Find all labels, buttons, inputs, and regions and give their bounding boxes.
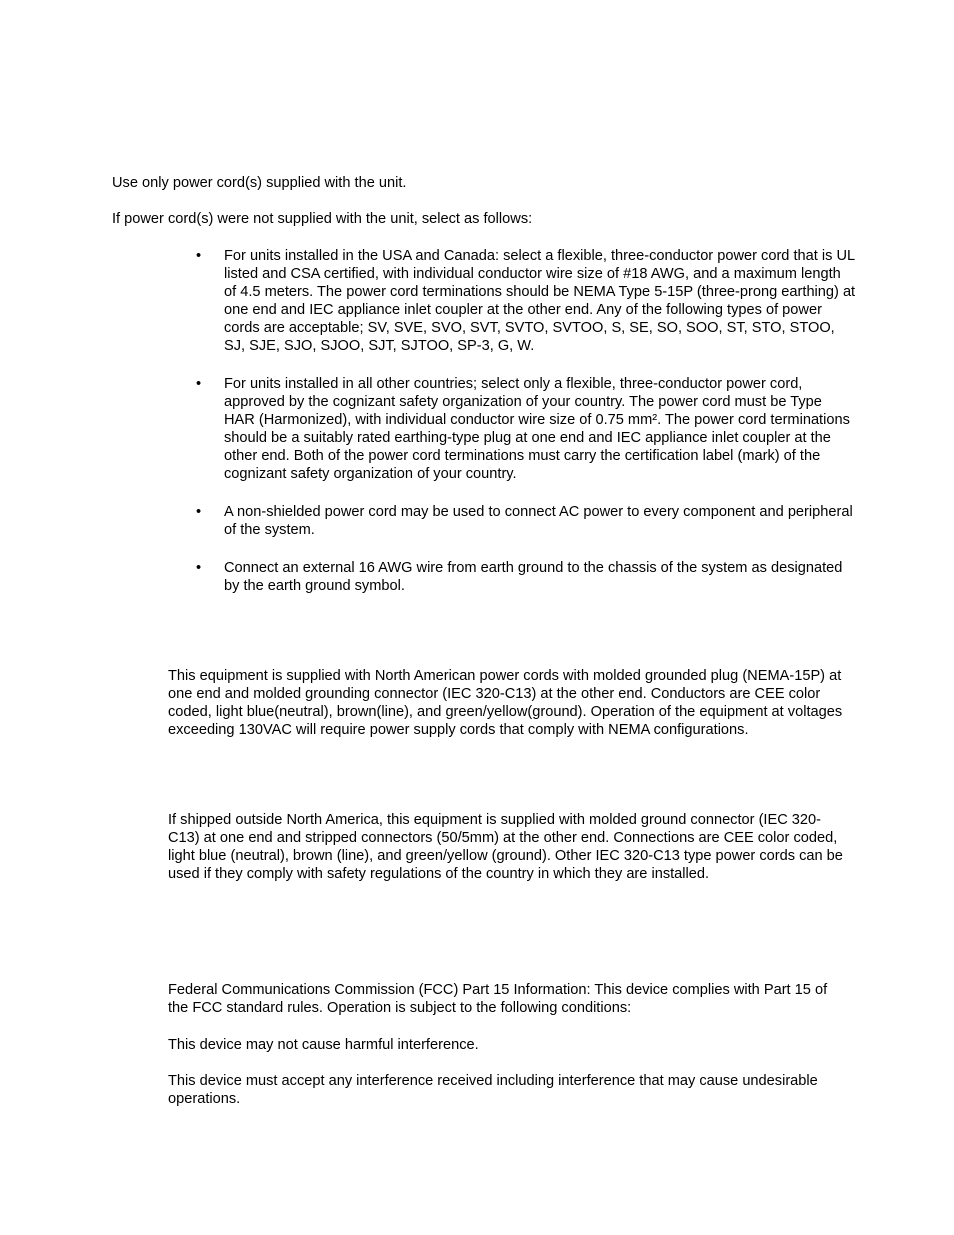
bullet-icon: •	[196, 504, 202, 520]
list-item-other-countries	[196, 375, 856, 483]
north-america-cords-paragraph: This equipment is supplied with North American power cords with molded grounded plug (NEMA-15P) at one end and molded grounding connector (IEC 320-C13) at the other end. Conductors are CEE color coded, light blue(neutral), brown(line), and green/yellow(ground). Operation of the equipment at voltages exceeding 130VAC will require power supply cords that comply with NEMA configurations.	[168, 668, 843, 738]
bullet-icon: •	[196, 560, 202, 576]
intro-line-supplied-cords: Use only power cord(s) supplied with the unit.	[112, 175, 407, 191]
power-cord-requirements-list	[196, 247, 856, 615]
bullet-icon: •	[196, 376, 202, 392]
list-item-usa-canada	[196, 247, 856, 355]
list-item-text: For units installed in all other countries; select only a flexible, three-conductor power cord, approved by the cognizant safety organization of your country. The power cord must be Type HAR (Harmonized), with individual conductor wire size of 0.75 mm². The power cord terminations should be a suitably rated earthing-type plug at one end and IEC appliance inlet coupler at the other end. Both of the power cord terminations must carry the certification label (mark) of the cognizant safety organization of your country.	[224, 376, 850, 482]
fcc-statement-paragraph: Federal Communications Commission (FCC) Part 15 Information: This device complies with Part 15 of the FCC standard rules. Operation is subject to the following conditions:	[168, 982, 828, 1016]
fcc-condition-1: This device may not cause harmful interference.	[168, 1037, 479, 1053]
bullet-icon: •	[196, 248, 202, 264]
list-item-text: For units installed in the USA and Canada: select a flexible, three-conductor power cord that is UL listed and CSA certified, with individual conductor wire size of #18 AWG, and a maximum length of 4.5 meters. The power cord terminations should be NEMA Type 5-15P (three-prong earthing) at one end and IEC appliance inlet coupler at the other end. Any of the following types of power cords are acceptable; SV, SVE, SVO, SVT, SVTO, SVTOO, S, SE, SO, SOO, ST, STO, STOO, SJ, SJE, SJO, SJOO, SJT, SJTOO, SP-3, G, W.	[224, 248, 856, 354]
intro-line-select-as-follows: If power cord(s) were not supplied with the unit, select as follows:	[112, 211, 533, 227]
international-cords-paragraph: If shipped outside North America, this equipment is supplied with molded ground connector (IEC 320-C13) at one end and stripped connectors (50/5mm) at the other end. Connections are CEE color coded, light blue (neutral), brown (line), and green/yellow (ground). Other IEC 320-C13 type power cords can be used if they comply with safety regulations of the country in which they are installed.	[168, 812, 843, 882]
list-item-non-shielded-cord	[196, 503, 856, 539]
fcc-condition-2: This device must accept any interference received including interference that may cause undesirable operations.	[168, 1073, 818, 1107]
list-item-text: Connect an external 16 AWG wire from earth ground to the chassis of the system as designated by the earth ground symbol.	[224, 560, 843, 594]
list-item-text: A non-shielded power cord may be used to connect AC power to every component and peripheral of the system.	[224, 504, 853, 538]
list-item-earth-ground-wire	[196, 559, 856, 595]
